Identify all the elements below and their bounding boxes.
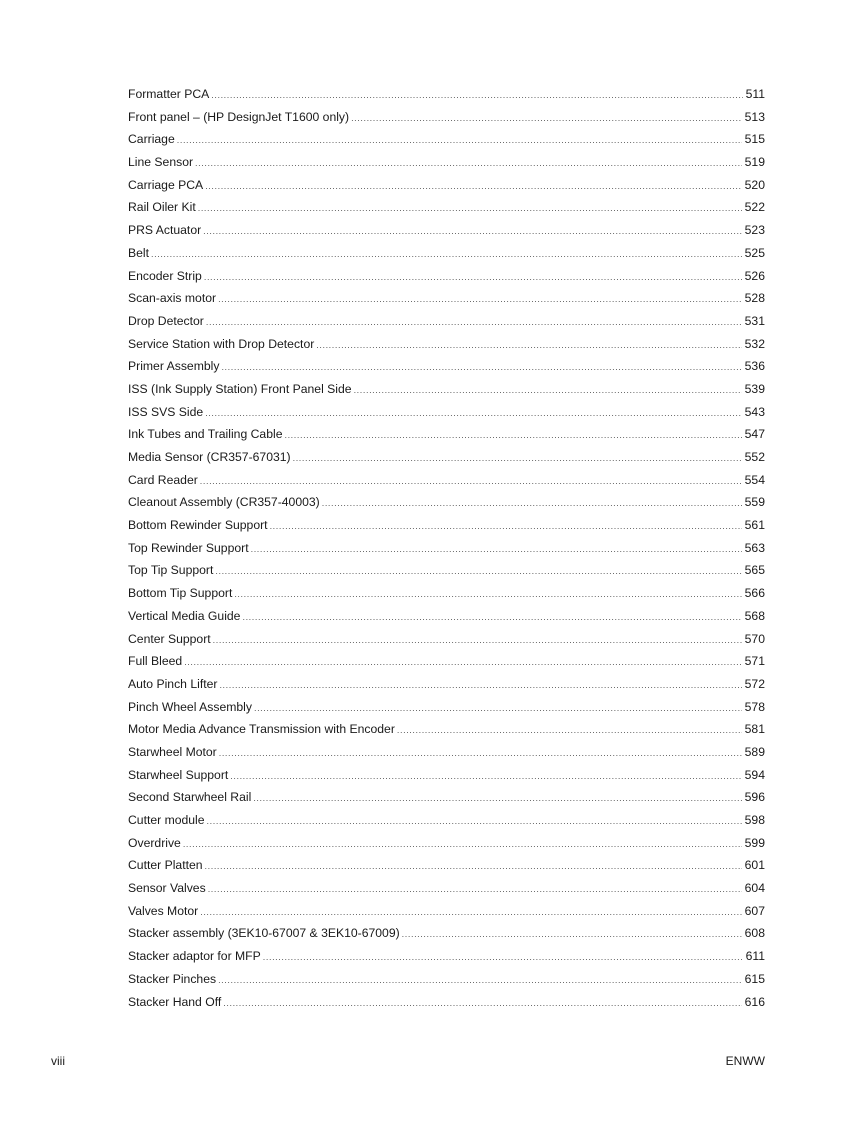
toc-entry[interactable] [128,650,765,673]
toc-entry-title: Scan-axis motor [128,291,217,306]
toc-entry-title: Stacker Pinches [128,971,217,986]
toc-entry-title: Sensor Valves [128,881,206,896]
toc-entry-title: Second Starwheel Rail [128,790,252,805]
toc-entry-title: Cleanout Assembly (CR357-40003) [128,495,320,510]
toc-entry[interactable] [128,673,765,696]
toc-entry-title: Line Sensor [128,155,194,170]
toc-entry-page-number: 581 [744,722,765,737]
toc-entry-page-number: 526 [744,268,765,283]
toc-dot-leader [219,674,741,697]
toc-entry-page-number: 578 [744,699,765,714]
toc-dot-leader [207,810,742,833]
toc-dot-leader [354,379,742,402]
toc-entry-page-number: 563 [744,540,765,555]
toc-entry-title: Starwheel Support [128,767,229,782]
toc-entry-title: Primer Assembly [128,359,220,374]
toc-dot-leader [219,742,742,765]
toc-dot-leader [293,447,742,470]
toc-entry-page-number: 531 [744,313,765,328]
toc-entry-title: Bottom Rewinder Support [128,518,268,533]
toc-dot-leader [215,560,741,583]
toc-dot-leader [198,197,742,220]
toc-entry-page-number: 568 [744,608,765,623]
toc-entry[interactable] [128,945,765,968]
toc-entry-page-number: 528 [744,291,765,306]
toc-dot-leader [203,220,741,243]
toc-dot-leader [184,651,741,674]
toc-dot-leader [211,84,742,107]
toc-entry[interactable] [128,832,765,855]
toc-entry[interactable] [128,537,765,560]
toc-entry[interactable] [128,582,765,605]
toc-entry-title: Service Station with Drop Detector [128,336,315,351]
toc-entry[interactable] [128,355,765,378]
toc-dot-leader [183,833,742,856]
toc-dot-leader [316,334,741,357]
toc-dot-leader [205,402,741,425]
toc-entry-page-number: 601 [744,858,765,873]
toc-dot-leader [242,606,741,629]
toc-entry[interactable] [128,696,765,719]
toc-entry[interactable] [128,446,765,469]
toc-entry[interactable] [128,265,765,288]
toc-dot-leader [218,288,742,311]
toc-dot-leader [322,492,742,515]
toc-entry[interactable] [128,106,765,129]
toc-entry-page-number: 511 [745,87,765,101]
toc-dot-leader [251,538,742,561]
toc-entry-page-number: 513 [744,109,765,124]
toc-entry-page-number: 519 [744,155,765,170]
toc-entry-title: Valves Motor [128,903,199,918]
toc-entry-page-number: 543 [744,404,765,419]
toc-dot-leader [200,901,741,924]
toc-dot-leader [351,107,742,130]
toc-entry-page-number: 566 [744,586,765,601]
toc-entry-title: Cutter Platten [128,858,203,873]
toc-entry-title: PRS Actuator [128,223,202,238]
toc-entry-title: Drop Detector [128,313,204,328]
toc-entry-title: Overdrive [128,835,181,850]
toc-entry-page-number: 608 [744,926,765,941]
toc-entry-page-number: 589 [744,744,765,759]
toc-entry[interactable] [128,378,765,401]
toc-entry-page-number: 570 [744,631,765,646]
toc-entry-page-number: 547 [744,427,765,442]
toc-entry-title: ISS (Ink Supply Station) Front Panel Side [128,381,352,396]
toc-entry-page-number: 599 [744,835,765,850]
toc-entry-title: Stacker assembly (3EK10-67007 & 3EK10-67009) [128,926,400,941]
toc-dot-leader [208,878,742,901]
toc-entry-title: Pinch Wheel Assembly [128,699,252,714]
toc-dot-leader [206,311,742,334]
toc-entry[interactable] [128,491,765,514]
toc-entry-page-number: 604 [744,881,765,896]
toc-entry-title: Encoder Strip [128,268,202,283]
toc-entry-page-number: 536 [744,359,765,374]
footer-doc-code: ENWW [725,1054,765,1068]
toc-entry-page-number: 594 [744,767,765,782]
toc-entry-title: Carriage PCA [128,177,204,192]
table-of-contents [128,83,765,1013]
toc-entry-page-number: 532 [744,336,765,351]
toc-dot-leader [200,470,742,493]
toc-entry-page-number: 559 [744,495,765,510]
toc-entry[interactable] [128,718,765,741]
toc-entry[interactable] [128,514,765,537]
toc-entry-title: Stacker Hand Off [128,994,222,1009]
toc-entry[interactable] [128,423,765,446]
toc-entry-title: Formatter PCA [128,87,210,101]
toc-entry-title: Cutter module [128,813,205,827]
toc-entry[interactable] [128,628,765,651]
toc-entry-title: Stacker adaptor for MFP [128,949,261,964]
toc-dot-leader [218,969,742,992]
toc-entry-title: Vertical Media Guide [128,608,241,623]
toc-entry-title: Front panel – (HP DesignJet T1600 only) [128,109,350,124]
toc-entry-page-number: 554 [744,472,765,487]
toc-entry-page-number: 552 [744,450,765,464]
toc-entry[interactable] [128,900,765,923]
toc-entry-page-number: 572 [744,676,765,691]
toc-entry[interactable] [128,401,765,424]
toc-entry[interactable] [128,877,765,900]
toc-entry[interactable] [128,786,765,809]
toc-entry-page-number: 522 [744,200,765,215]
toc-dot-leader [254,697,742,720]
toc-entry[interactable] [128,968,765,991]
toc-entry[interactable] [128,151,765,174]
toc-entry-title: Motor Media Advance Transmission with Encoder [128,722,395,737]
toc-entry[interactable] [128,854,765,877]
toc-entry[interactable] [128,310,765,333]
toc-entry-page-number: 515 [744,132,765,147]
toc-entry-page-number: 520 [744,177,765,192]
toc-entry[interactable] [128,764,765,787]
toc-dot-leader [263,946,743,969]
toc-entry-page-number: 571 [744,654,765,669]
toc-entry[interactable] [128,174,765,197]
toc-dot-leader [205,175,741,198]
toc-dot-leader [151,243,742,266]
toc-entry-page-number: 525 [744,245,765,260]
toc-dot-leader [213,629,742,652]
toc-entry-title: Ink Tubes and Trailing Cable [128,427,283,442]
toc-dot-leader [253,787,741,810]
toc-entry-title: Card Reader [128,472,198,487]
toc-entry-title: Bottom Tip Support [128,586,233,601]
toc-entry[interactable] [128,333,765,356]
toc-dot-leader [397,719,742,742]
toc-dot-leader [177,129,742,152]
toc-entry-title: Media Sensor (CR357-67031) [128,450,291,464]
toc-entry[interactable] [128,605,765,628]
toc-entry-page-number: 615 [744,971,765,986]
toc-entry-page-number: 539 [744,381,765,396]
toc-entry[interactable] [128,219,765,242]
toc-entry-title: Center Support [128,631,211,646]
toc-entry-page-number: 523 [744,223,765,238]
toc-entry-title: Belt [128,245,150,260]
toc-entry[interactable] [128,287,765,310]
footer-page-number: viii [51,1054,65,1068]
toc-dot-leader [402,923,742,946]
toc-dot-leader [195,152,742,175]
toc-entry-title: ISS SVS Side [128,404,204,419]
toc-dot-leader [230,765,741,788]
toc-entry[interactable] [128,469,765,492]
toc-entry-title: Top Rewinder Support [128,540,249,555]
toc-entry-title: Auto Pinch Lifter [128,676,218,691]
toc-entry[interactable] [128,242,765,265]
toc-dot-leader [223,992,741,1015]
toc-entry-title: Rail Oiler Kit [128,200,196,215]
toc-entry-page-number: 616 [744,994,765,1009]
toc-dot-leader [205,855,742,878]
toc-entry-title: Full Bleed [128,654,183,669]
toc-entry-page-number: 561 [744,518,765,533]
toc-entry[interactable] [128,991,765,1014]
toc-dot-leader [204,266,742,289]
toc-entry[interactable] [128,196,765,219]
toc-dot-leader [234,583,741,606]
toc-dot-leader [284,424,741,447]
toc-entry-title: Top Tip Support [128,563,214,578]
toc-entry-page-number: 598 [744,813,765,827]
toc-entry-page-number: 611 [745,949,765,964]
toc-entry[interactable] [128,559,765,582]
toc-entry-title: Starwheel Motor [128,744,217,759]
toc-entry-page-number: 607 [744,903,765,918]
toc-entry-title: Carriage [128,132,175,147]
toc-entry[interactable] [128,83,765,106]
toc-entry[interactable] [128,741,765,764]
toc-entry[interactable] [128,922,765,945]
toc-entry-page-number: 596 [744,790,765,805]
toc-entry[interactable] [128,809,765,832]
toc-dot-leader [221,356,741,379]
toc-entry[interactable] [128,128,765,151]
toc-entry-page-number: 565 [744,563,765,578]
toc-dot-leader [270,515,742,538]
